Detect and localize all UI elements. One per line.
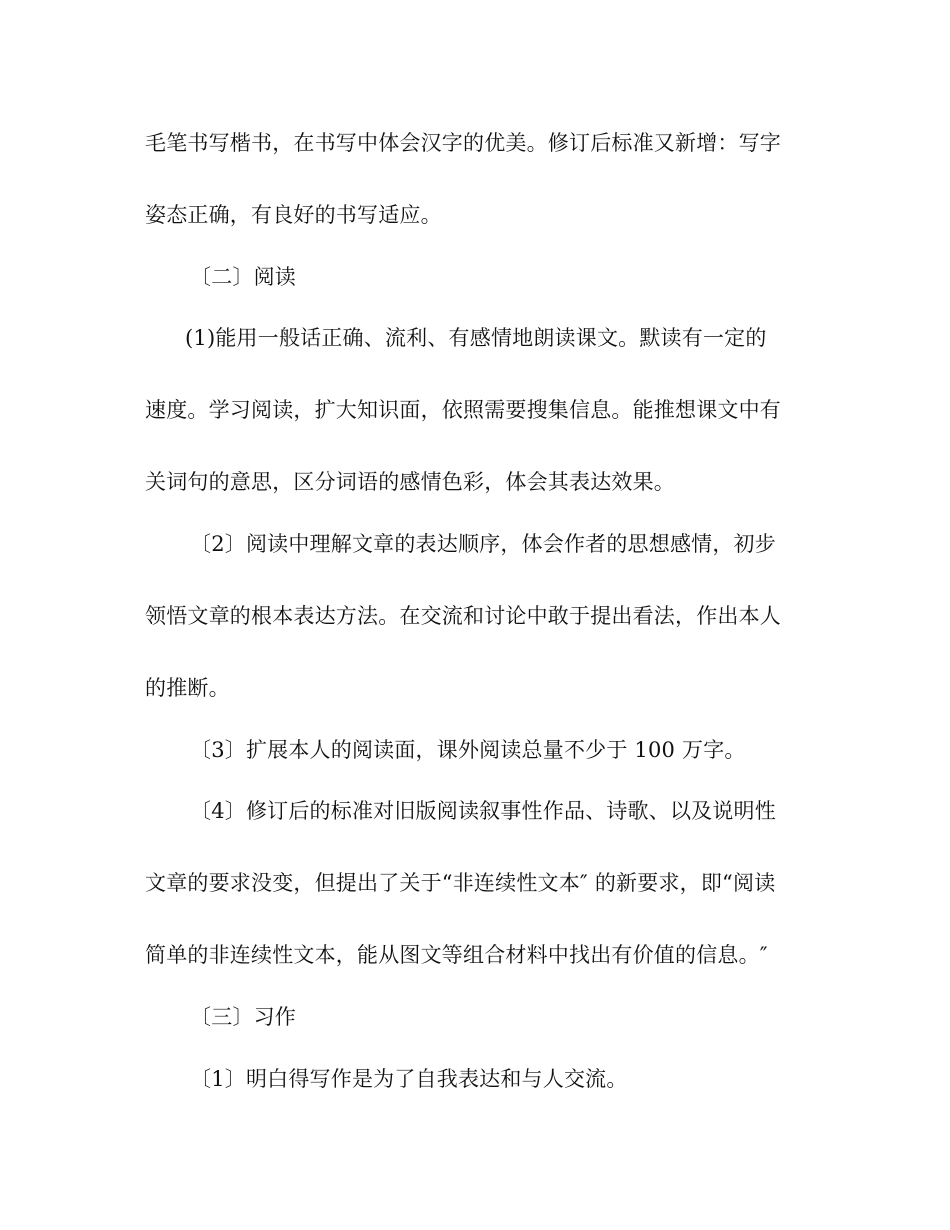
paragraph-line-7: 〔2〕阅读中理解文章的表达顺序，体会作者的思想感情，初步 [190,532,776,556]
paragraph-line-6: 关词句的意思，区分词语的感情色彩，体会其表达效果。 [145,470,675,494]
paragraph-line-4: (1)能用一般话正确、流利、有感情地朗读课文。默读有一定的 [185,326,767,350]
paragraph-line-5: 速度。学习阅读，扩大知识面，依照需要搜集信息。能推想课文中有 [145,398,781,422]
section-heading-writing: 〔三〕习作 [190,1005,296,1029]
paragraph-line-11: 〔4〕修订后的标准对旧版阅读叙事性作品、诗歌、以及说明性 [190,799,776,823]
paragraph-line-12: 文章的要求没变，但提出了关于“非连续性文本″ 的新要求，即“阅读 [145,871,776,895]
paragraph-line-8: 领悟文章的根本表达方法。在交流和讨论中敢于提出看法，作出本人 [145,604,781,628]
paragraph-line-1: 毛笔书写楷书，在书写中体会汉字的优美。修订后标准又新增：写字 [145,131,781,155]
paragraph-line-9: 的推断。 [145,676,230,700]
paragraph-line-10: 〔3〕扩展本人的阅读面，课外阅读总量不少于 100 万字。 [190,738,746,762]
paragraph-line-13: 简单的非连续性文本，能从图文等组合材料中找出有价值的信息。″ [145,943,768,967]
paragraph-line-2: 姿态正确，有良好的书写适应。 [145,203,442,227]
section-heading-reading: 〔二〕阅读 [190,265,296,289]
paragraph-line-15: 〔1〕明白得写作是为了自我表达和与人交流。 [190,1067,628,1091]
